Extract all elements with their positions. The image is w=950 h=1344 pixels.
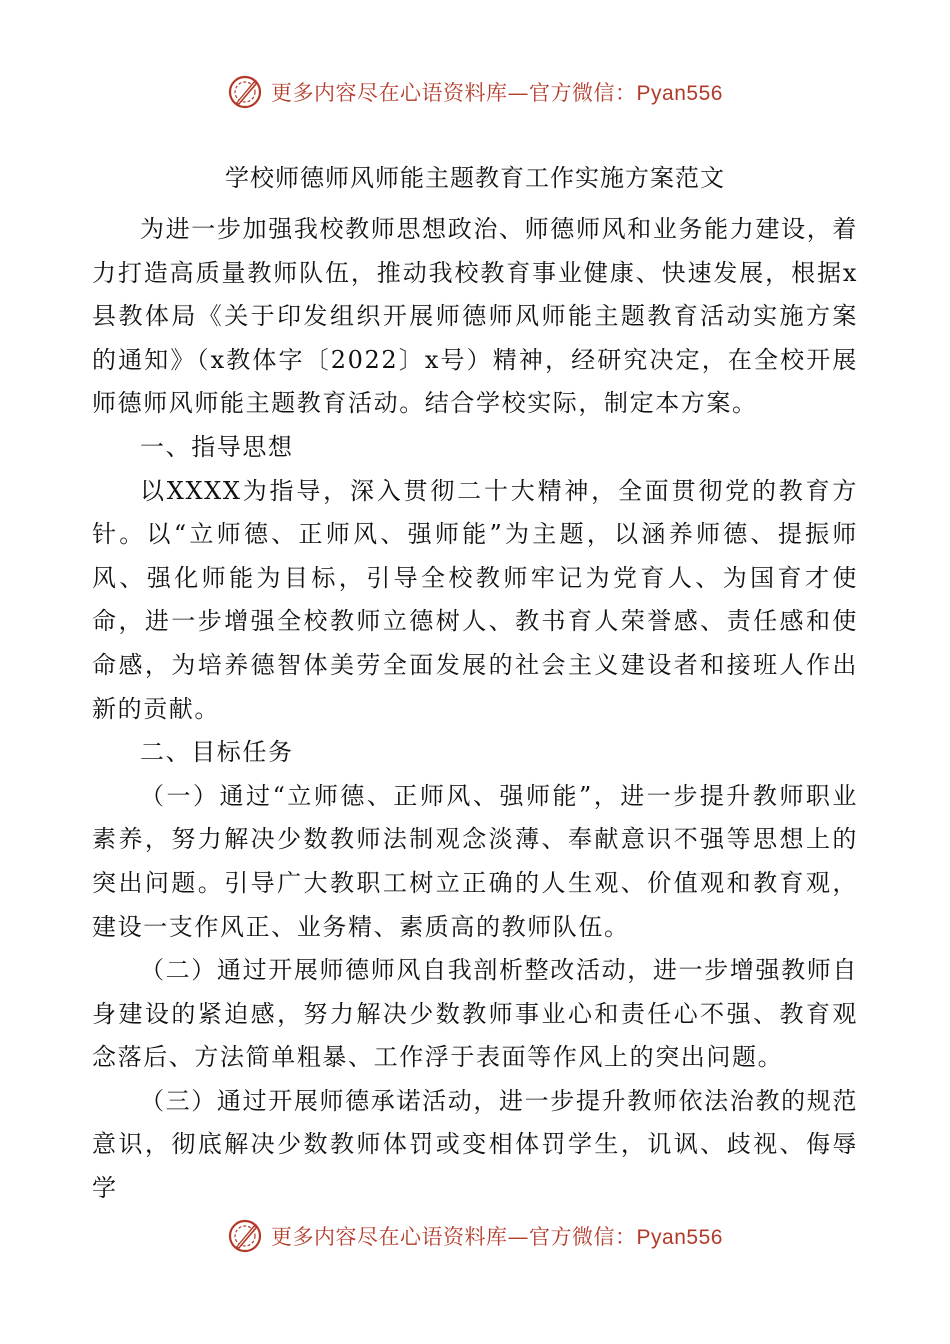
- watermark-handle: Pyan556: [636, 1226, 723, 1249]
- document-body: [92, 208, 858, 1211]
- guiding-ideology-paragraph: 以XXXX为指导，深入贯彻二十大精神，全面贯彻党的教育方针。以“立师德、正师风、强师能”为主题，以涵养师德、提振师风、强化师能为目标，引导全校教师牢记为党育人、为国育才使命，进一步增强全校教师立德树人、教书育人荣誉感、责任感和使命感，为培养德智体美劳全面发展的社会主义建设者和接班人作出新的贡献。: [92, 476, 858, 723]
- quill-seal-icon: [227, 1218, 263, 1254]
- watermark-handle: Pyan556: [636, 82, 723, 105]
- document-title: 学校师德师风师能主题教育工作实施方案范文: [225, 164, 725, 192]
- goal-item-3: （三）通过开展师德承诺活动，进一步提升教师依法治教的规范意识，彻底解决少数教师体罚或变相体罚学生，讥讽、歧视、侮辱学: [92, 1086, 858, 1203]
- watermark-text: 更多内容尽在心语资料库—官方微信：Pyan556: [271, 1225, 723, 1249]
- section-heading-goals: 二、目标任务: [140, 738, 294, 767]
- footer-watermark: [0, 1214, 950, 1258]
- header-watermark: [0, 70, 950, 114]
- goal-item-1: （一）通过“立师德、正师风、强师能”，进一步提升教师职业素养，努力解决少数教师法制观念淡薄、奉献意识不强等思想上的突出问题。引导广大教职工树立正确的人生观、价值观和教育观，建设一支作风正、业务精、素质高的教师队伍。: [92, 781, 858, 941]
- section-heading-guiding-ideology: 一、指导思想: [140, 432, 294, 461]
- goal-item-2: （二）通过开展师德师风自我剖析整改活动，进一步增强教师自身建设的紧迫感，努力解决少数教师事业心和责任心不强、教育观念落后、方法简单粗暴、工作浮于表面等作风上的突出问题。: [92, 956, 858, 1072]
- intro-paragraph: 为进一步加强我校教师思想政治、师德师风和业务能力建设，着力打造高质量教师队伍，推动我校教育事业健康、快速发展，根据x县教体局《关于印发组织开展师德师风师能主题教育活动实施方案的通知》（x教体字〔2022〕x号）精神，经研究决定，在全校开展师德师风师能主题教育活动。结合学校实际，制定本方案。: [92, 215, 858, 418]
- watermark-text: 更多内容尽在心语资料库—官方微信：Pyan556: [271, 81, 723, 105]
- quill-seal-icon: [227, 74, 263, 110]
